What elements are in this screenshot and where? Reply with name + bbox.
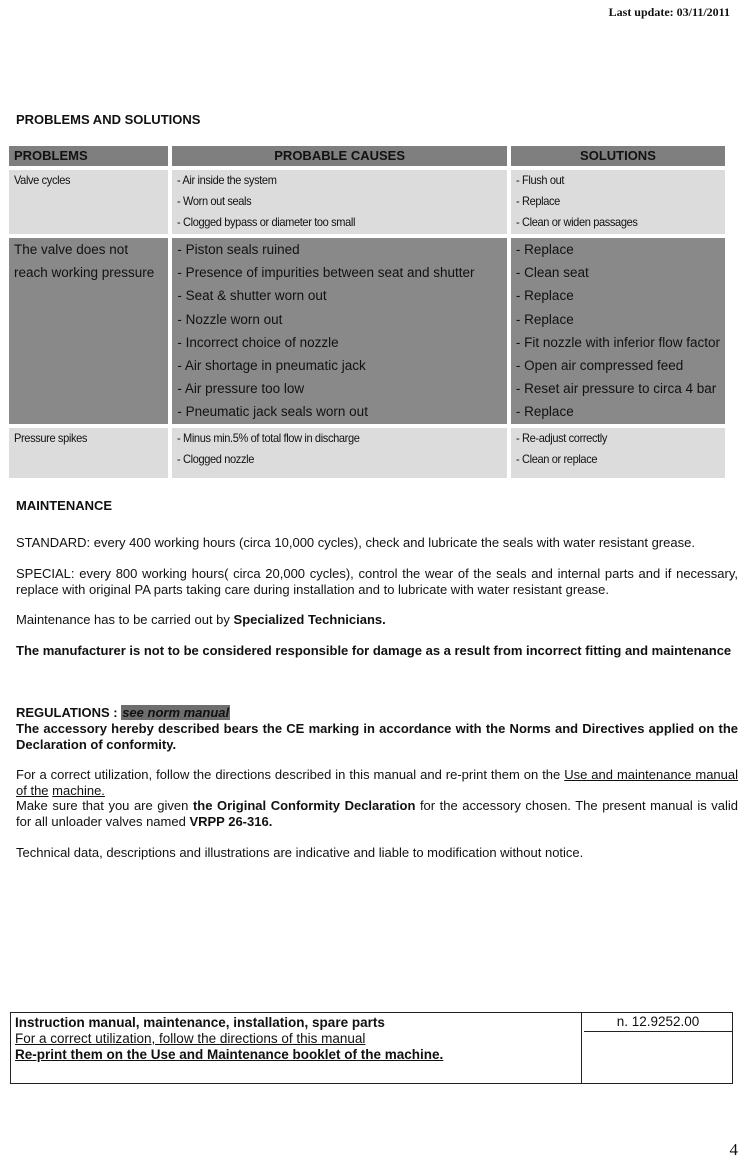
problem-text: The valve does not reach working pressure	[14, 242, 155, 280]
model-name: VRPP 26-316.	[189, 813, 273, 829]
page-number: 4	[729, 1140, 738, 1159]
cause-item: - Minus min.5% of total flow in discharge	[177, 430, 360, 445]
footer-doc-cell	[584, 1013, 732, 1083]
solutions-cell	[511, 170, 725, 234]
footer-line-3: Re-print them on the Use and Maintenance booklet of the machine.	[15, 1047, 444, 1062]
table-header-row	[9, 146, 725, 166]
causes-cell	[172, 170, 507, 234]
problems-section-title: PROBLEMS AND SOLUTIONS	[16, 112, 201, 127]
ensure-mid: for the accessory chosen. The present manual is valid for all unloader valves named	[16, 798, 739, 829]
maintenance-title: MAINTENANCE	[16, 498, 113, 513]
cause-item: - Clogged nozzle	[177, 451, 255, 466]
table-row	[9, 428, 725, 478]
column-header-solutions: SOLUTIONS	[511, 146, 725, 166]
cause-item: - Air pressure too low	[177, 381, 305, 397]
regulations-label: REGULATIONS :	[16, 705, 122, 720]
solution-item: - Replace	[515, 194, 560, 208]
solution-item: - Replace	[515, 404, 574, 420]
notice-text: Technical data, descriptions and illustrations are indicative and liable to modification without notice.	[16, 845, 584, 860]
ensure-prefix: Make sure that you are given	[16, 798, 193, 813]
cause-item: - Nozzle worn out	[177, 311, 283, 327]
cause-item: - Air inside the system	[177, 173, 277, 187]
solution-item: - Reset air pressure to circa 4 bar	[515, 381, 717, 397]
problems-table	[5, 142, 729, 482]
maintenance-special: SPECIAL: every 800 working hours( circa 20,000 cycles), control the wear of the seals and internal parts and if necessary, replace with original PA parts taking care during installation and to lubricate with water resistant grease.	[16, 566, 738, 597]
ensure-bold: the Original Conformity Declaration	[192, 798, 416, 813]
footer-line-1: Instruction manual, maintenance, installation, spare parts	[15, 1015, 385, 1030]
cause-item: - Worn out seals	[177, 194, 252, 208]
cause-item: - Air shortage in pneumatic jack	[177, 358, 366, 374]
cause-item: - Pneumatic jack seals worn out	[177, 404, 368, 420]
problem-cell	[9, 428, 168, 478]
problem-cell	[9, 238, 168, 424]
document-number: n. 12.9252.00	[584, 1013, 732, 1032]
solution-item: - Clean seat	[515, 265, 589, 281]
solutions-cell	[511, 428, 725, 478]
solutions-cell	[511, 238, 725, 424]
table-row	[9, 170, 725, 234]
problem-text: Pressure spikes	[14, 430, 88, 445]
cause-item: - Piston seals ruined	[177, 242, 300, 257]
cause-item: - Incorrect choice of nozzle	[177, 334, 339, 350]
util-prefix: For a correct utilization, follow the directions described in this manual and re-print them on the	[16, 767, 565, 782]
last-update: Last update: 03/11/2011	[608, 5, 730, 19]
column-header-problems: PROBLEMS	[9, 146, 168, 166]
cause-item: - Seat & shutter worn out	[177, 288, 327, 304]
solution-item: - Replace	[515, 288, 574, 304]
footer-description	[11, 1013, 582, 1083]
util-underline-2: machine.	[52, 782, 105, 798]
maintenance-standard: STANDARD: every 400 working hours (circa 10,000 cycles), check and lubricate the seals with water resistant grease.	[16, 535, 695, 550]
solution-item: - Re-adjust correctly	[515, 430, 607, 445]
table-row	[9, 238, 725, 424]
cause-item: - Clogged bypass or diameter too small	[177, 215, 356, 229]
norm-manual-link[interactable]: see norm manual	[122, 705, 230, 720]
utilization-text	[16, 767, 738, 798]
conformity-text	[16, 798, 738, 829]
solution-item: - Replace	[515, 311, 574, 327]
solution-item: - Flush out	[515, 173, 565, 187]
regulations-heading	[16, 705, 738, 721]
causes-cell	[172, 428, 507, 478]
util-underline-1: Use and maintenance manual of the	[16, 767, 738, 798]
manufacturer-disclaimer: The manufacturer is not to be considered responsible for damage as a result from incorrect fitting and maintenance	[16, 643, 732, 658]
maintenance-technicians	[16, 612, 738, 628]
cause-item: - Presence of impurities between seat and shutter	[177, 265, 475, 281]
solution-item: - Clean or widen passages	[515, 215, 638, 229]
problem-cell	[9, 170, 168, 234]
technicians-prefix: Maintenance has to be carried out by	[16, 612, 234, 627]
column-header-causes: PROBABLE CAUSES	[172, 146, 507, 166]
problem-text: Valve cycles	[14, 173, 71, 187]
solution-item: - Open air compressed feed	[515, 358, 684, 374]
causes-cell	[172, 238, 507, 424]
solution-item: - Fit nozzle with inferior flow factor	[515, 334, 720, 350]
technicians-bold: Specialized Technicians.	[233, 612, 386, 627]
solution-item: - Replace	[515, 242, 574, 257]
footer-line-2: For a correct utilization, follow the directions of this manual	[15, 1031, 366, 1046]
solution-item: - Clean or replace	[515, 451, 598, 466]
footer-box	[10, 1012, 733, 1084]
ce-marking-text: The accessory hereby described bears the CE marking in accordance with the Norms and Directives applied on the Declaration of conformity.	[16, 721, 738, 752]
